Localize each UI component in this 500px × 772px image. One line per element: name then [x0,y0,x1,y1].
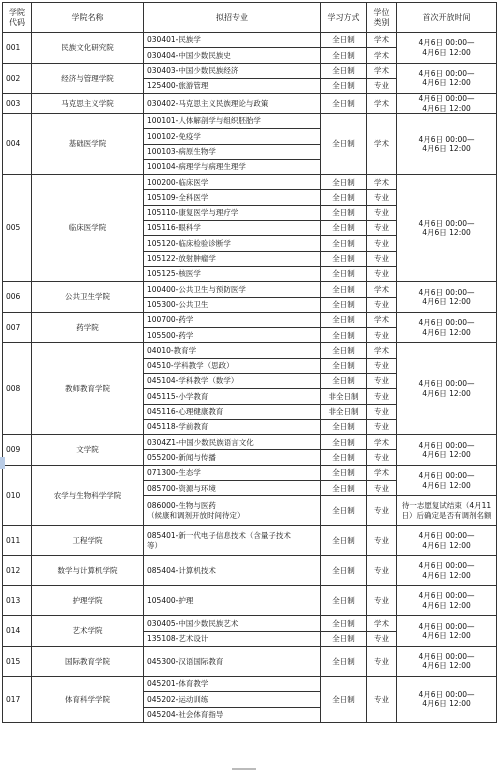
college-name: 马克思主义学院 [32,94,144,114]
table-row [3,646,497,676]
major-name-text: 045115-小学教育 [147,391,209,401]
major-name [144,129,321,144]
side-marker [0,457,5,469]
major-name [144,450,321,465]
open-time-end: 4月6日 12:00 [422,699,471,709]
major-name-text: 0304Z1-中国少数民族语言文化 [147,437,254,447]
college-code: 006 [3,282,32,313]
degree-category: 学术 [367,94,397,114]
open-time-end: 4月6日 12:00 [422,228,471,238]
major-name-text: 04510-学科教学（思政） [147,361,234,371]
college-code: 003 [3,94,32,114]
study-mode: 全日制 [321,94,367,114]
bottom-scroll-hint [232,768,256,770]
open-time-end: 4月6日 12:00 [422,103,471,113]
college-name: 工程学院 [32,526,144,556]
degree-category: 专业 [367,586,397,616]
study-mode: 全日制 [321,48,367,63]
table-header-row [3,3,497,33]
major-name-text: 100400-公共卫生与预防医学 [147,284,246,294]
table-row [3,94,497,114]
open-time-start: 4月6日 00:00— [418,531,475,541]
open-time-end: 4月6日 12:00 [422,480,471,490]
major-name [144,373,321,388]
major-name-note: （候康和调剂开放时间待定） [147,510,245,520]
study-mode: 全日制 [321,266,367,281]
open-time-cell [397,526,497,556]
open-time-start: 4月6日 00:00— [418,218,475,228]
major-name [144,236,321,251]
major-name [144,496,321,526]
major-name-text: 085404-计算机技术 [147,566,216,576]
degree-category: 专业 [367,526,397,556]
major-name-text: 030401-民族学 [147,35,201,45]
major-name-text: 030404-中国少数民族史 [147,50,231,60]
degree-category: 专业 [367,328,397,343]
major-name [144,481,321,496]
major-name-text: 105125-核医学 [147,269,201,279]
college-code: 005 [3,175,32,282]
open-time-end: 4月6日 12:00 [422,144,471,154]
open-time-start: 4月6日 00:00— [418,652,475,662]
major-name-text: 100102-免疫学 [147,131,201,141]
open-time-start: 4月6日 00:00— [418,471,475,481]
study-mode: 全日制 [321,190,367,205]
degree-category: 专业 [367,556,397,586]
college-name: 艺术学院 [32,616,144,647]
open-time-cell [397,435,497,466]
header-cell: 学院名称 [32,3,144,33]
major-name [144,692,321,707]
open-time-end: 4月6日 12:00 [422,661,471,671]
table-row [3,33,497,48]
open-time-cell [397,586,497,616]
major-name [144,175,321,190]
study-mode: 全日制 [321,556,367,586]
open-time-end: 4月6日 12:00 [422,388,471,398]
major-name-text: 100103-病原生物学 [147,146,216,156]
major-name [144,297,321,312]
degree-category: 专业 [367,251,397,266]
major-name [144,282,321,297]
degree-category: 专业 [367,205,397,220]
degree-category: 学术 [367,33,397,48]
degree-category: 专业 [367,481,397,496]
degree-category: 专业 [367,404,397,419]
major-name-text: 085700-资源与环境 [147,483,216,493]
major-name [144,144,321,159]
college-name: 护理学院 [32,586,144,616]
study-mode: 全日制 [321,616,367,631]
degree-category: 学术 [367,175,397,190]
major-name [144,526,321,556]
degree-category: 专业 [367,631,397,646]
major-name-text: 045204-社会体育指导 [147,710,224,719]
study-mode: 全日制 [321,373,367,388]
open-time-start: 4月6日 00:00— [418,690,475,700]
study-mode: 全日制 [321,236,367,251]
major-name [144,586,321,616]
major-name [144,205,321,220]
study-mode: 非全日制 [321,389,367,404]
open-time-start: 4月6日 00:00— [418,94,475,104]
open-time-cell [397,113,497,174]
degree-category: 专业 [367,389,397,404]
college-name: 药学院 [32,312,144,343]
study-mode: 非全日制 [321,404,367,419]
major-name [144,78,321,93]
open-time-cell [397,343,497,435]
degree-category: 学术 [367,343,397,358]
table-row [3,526,497,556]
major-name [144,616,321,631]
study-mode: 全日制 [321,496,367,526]
header-cell: 学位类别 [367,3,397,33]
degree-category: 专业 [367,221,397,236]
major-name-text: 030405-中国少数民族艺术 [147,618,239,628]
college-name: 文学院 [32,435,144,466]
degree-category: 专业 [367,646,397,676]
major-name [144,266,321,281]
college-name: 体育科学学院 [32,676,144,722]
study-mode: 全日制 [321,78,367,93]
college-code: 012 [3,556,32,586]
major-name [144,63,321,78]
major-name [144,707,321,722]
major-name [144,404,321,419]
major-name-text: 135108-艺术设计 [147,634,209,644]
study-mode: 全日制 [321,297,367,312]
table-row [3,435,497,450]
major-name-text: 105116-眼科学 [147,223,201,233]
major-name [144,33,321,48]
open-time-cell [397,646,497,676]
open-time-end: 4月6日 12:00 [422,297,471,306]
degree-category: 学术 [367,113,397,174]
degree-category: 专业 [367,496,397,526]
major-name [144,358,321,373]
study-mode: 全日制 [321,646,367,676]
open-time-start: 4月6日 00:00— [418,591,475,601]
major-name-text: 04010-教育学 [147,345,197,355]
open-time-end: 4月6日 12:00 [422,600,471,610]
degree-category: 专业 [367,676,397,722]
degree-category: 学术 [367,465,397,480]
major-name-text: 105110-康复医学与理疗学 [147,208,239,218]
major-name-text: 030403-中国少数民族经济 [147,66,239,76]
college-code: 002 [3,63,32,94]
major-name-note: 等） [147,540,162,550]
table-row [3,556,497,586]
degree-category: 专业 [367,450,397,465]
major-name [144,435,321,450]
major-name [144,646,321,676]
degree-category: 专业 [367,78,397,93]
study-mode: 全日制 [321,33,367,48]
major-name-text: 045300-汉语国际教育 [147,656,224,666]
major-name-text: 105500-药学 [147,330,194,340]
degree-category: 学术 [367,616,397,631]
open-time-start: 4月6日 00:00— [418,561,475,571]
major-name-text: 085401-新一代电子信息技术（含量子技术 [147,531,291,541]
major-name [144,419,321,434]
major-name-text: 045104-学科教学（数学） [147,376,239,386]
study-mode: 全日制 [321,221,367,236]
header-cell: 学院代码 [3,3,32,33]
table-row [3,113,497,128]
study-mode: 全日制 [321,251,367,266]
open-time-start: 4月6日 00:00— [418,318,475,328]
major-name [144,312,321,327]
major-name [144,631,321,646]
degree-category: 专业 [367,419,397,434]
college-code: 010 [3,465,32,526]
major-name [144,343,321,358]
study-mode: 全日制 [321,676,367,722]
major-name [144,113,321,128]
table-row [3,175,497,190]
college-name: 农学与生物科学学院 [32,465,144,526]
major-name-text: 055200-新闻与传播 [147,452,216,462]
header-cell: 首次开放时间 [397,3,497,33]
major-name [144,389,321,404]
table-row [3,343,497,358]
study-mode: 全日制 [321,358,367,373]
study-mode: 全日制 [321,328,367,343]
admission-table [2,2,497,723]
major-name-text: 100200-临床医学 [147,177,209,187]
degree-category: 学术 [367,435,397,450]
major-name-text: 105400-护理 [147,596,194,606]
major-name [144,94,321,114]
open-time-start: 4月6日 00:00— [418,38,475,48]
study-mode: 全日制 [321,526,367,556]
table-row [3,312,497,327]
study-mode: 全日制 [321,419,367,434]
college-name: 国际教育学院 [32,646,144,676]
degree-category: 专业 [367,236,397,251]
table-row [3,63,497,78]
open-time-special: 待一志愿复试结束（4月11日）后确定是否有调剂名额 [397,496,497,526]
open-time-cell [397,175,497,282]
header-cell: 拟招专业 [144,3,321,33]
college-code: 008 [3,343,32,435]
header-cell: 学习方式 [321,3,367,33]
open-time-end: 4月6日 12:00 [422,631,471,641]
table-body [3,33,497,723]
study-mode: 全日制 [321,113,367,174]
college-code: 011 [3,526,32,556]
major-name-text: 086000-生物与医药 [147,501,216,511]
college-name: 经济与管理学院 [32,63,144,94]
study-mode: 全日制 [321,205,367,220]
college-code: 013 [3,586,32,616]
major-name [144,159,321,174]
open-time-start: 4月6日 00:00— [418,287,475,297]
open-time-cell [397,616,497,647]
study-mode: 全日制 [321,435,367,450]
major-name-text: 100104-病理学与病理生理学 [147,162,246,172]
major-name-text: 045201-体育教学 [147,679,209,689]
degree-category: 学术 [367,312,397,327]
open-time-start: 4月6日 00:00— [418,134,475,144]
open-time-end: 4月6日 12:00 [422,540,471,550]
college-name: 基础医学院 [32,113,144,174]
major-name-text: 105120-临床检验诊断学 [147,238,231,248]
study-mode: 全日制 [321,175,367,190]
major-name-text: 045118-学前教育 [147,422,209,432]
open-time-cell [397,312,497,343]
table-row [3,465,497,480]
open-time-end: 4月6日 12:00 [422,449,471,459]
college-code: 015 [3,646,32,676]
college-code: 004 [3,113,32,174]
college-code: 014 [3,616,32,647]
open-time-start: 4月6日 00:00— [418,69,475,79]
study-mode: 全日制 [321,450,367,465]
college-name: 公共卫生学院 [32,282,144,313]
college-code: 009 [3,435,32,466]
open-time-cell [397,676,497,722]
open-time-cell [397,63,497,94]
college-name: 民族文化研究院 [32,33,144,64]
major-name-text: 105122-放射肿瘤学 [147,254,216,264]
major-name [144,48,321,63]
degree-category: 学术 [367,63,397,78]
major-name-text: 030402-马克思主义民族理论与政策 [147,98,269,108]
degree-category: 学术 [367,282,397,297]
open-time-end: 4月6日 12:00 [422,78,471,88]
degree-category: 学术 [367,48,397,63]
college-name: 临床医学院 [32,175,144,282]
college-code: 001 [3,33,32,64]
open-time-start: 4月6日 00:00— [418,440,475,450]
open-time-cell [397,94,497,114]
study-mode: 全日制 [321,481,367,496]
table-row [3,676,497,691]
open-time-cell [397,556,497,586]
open-time-end: 4月6日 12:00 [422,327,471,337]
college-name: 教师教育学院 [32,343,144,435]
major-name [144,556,321,586]
study-mode: 全日制 [321,631,367,646]
study-mode: 全日制 [321,312,367,327]
major-name [144,676,321,691]
major-name [144,190,321,205]
open-time-end: 4月6日 12:00 [422,47,471,57]
college-name: 数学与计算机学院 [32,556,144,586]
degree-category: 专业 [367,266,397,281]
study-mode: 全日制 [321,465,367,480]
study-mode: 全日制 [321,343,367,358]
major-name-text: 071300-生态学 [147,468,201,478]
major-name-text: 105109-全科医学 [147,192,209,202]
table-row [3,586,497,616]
degree-category: 专业 [367,297,397,312]
major-name [144,328,321,343]
study-mode: 全日制 [321,586,367,616]
major-name-text: 105300-公共卫生 [147,299,209,309]
open-time-start: 4月6日 00:00— [418,379,475,389]
major-name-text: 045202-运动训练 [147,694,209,704]
college-code: 007 [3,312,32,343]
major-name [144,251,321,266]
open-time-cell [397,33,497,64]
major-name-text: 100700-药学 [147,315,194,325]
major-name-text: 100101-人体解剖学与组织胚胎学 [147,116,261,126]
table-row [3,282,497,297]
major-name-text: 125400-旅游管理 [147,81,209,91]
table-row [3,616,497,631]
study-mode: 全日制 [321,282,367,297]
major-name-text: 045116-心理健康教育 [147,407,224,417]
open-time-cell [397,465,497,496]
study-mode: 全日制 [321,63,367,78]
major-name [144,465,321,480]
degree-category: 专业 [367,373,397,388]
degree-category: 专业 [367,358,397,373]
degree-category: 专业 [367,190,397,205]
open-time-start: 4月6日 00:00— [418,621,475,631]
college-code: 017 [3,676,32,722]
open-time-end: 4月6日 12:00 [422,570,471,580]
major-name [144,221,321,236]
open-time-cell [397,282,497,313]
